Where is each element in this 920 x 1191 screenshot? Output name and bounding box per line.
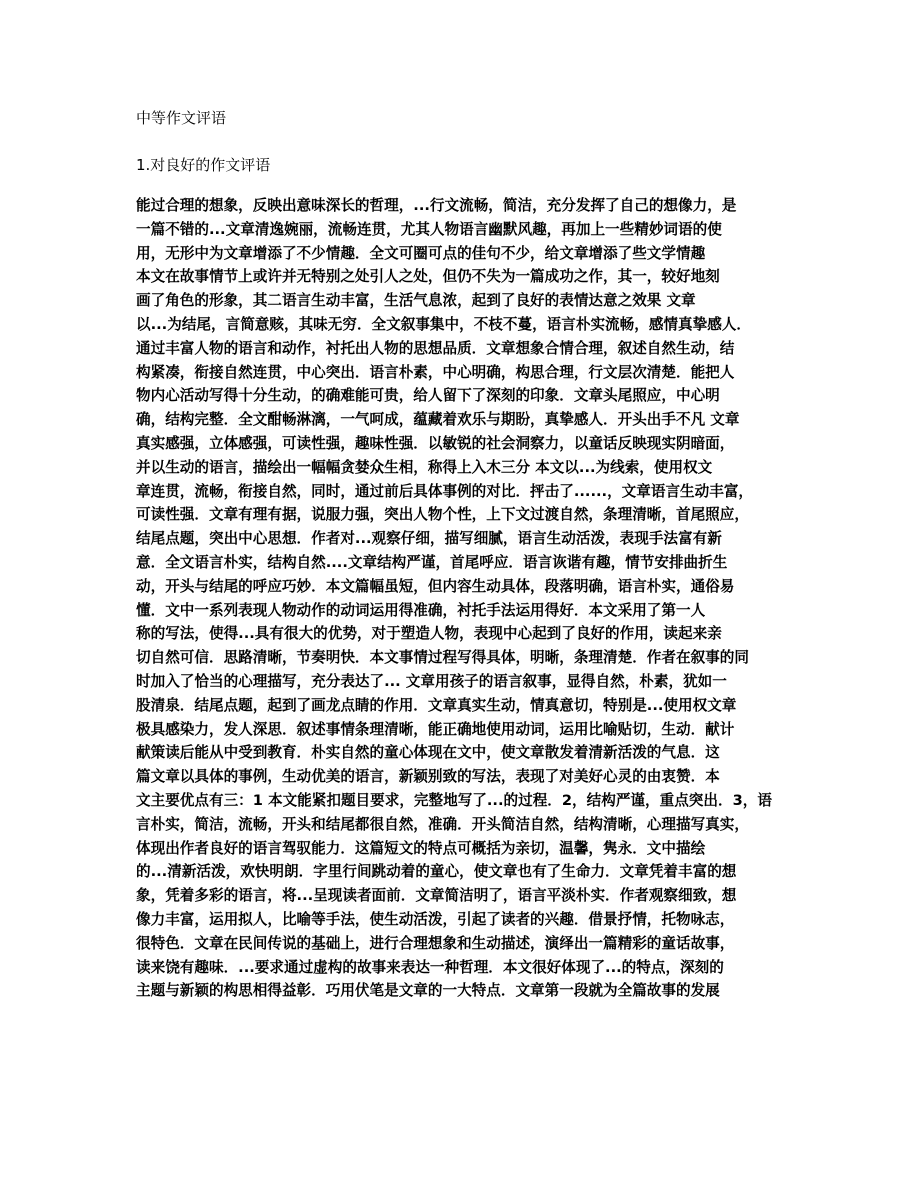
text-line: 懂．文中一系列表现人物动作的动词运用得准确，衬托手法运用得好．本文采用了第一人 xyxy=(136,601,706,619)
text-line: 很特色．文章在民间传说的基础上，进行合理想象和生动描述，演绎出一篇精彩的童话故事， xyxy=(136,934,735,952)
text-line: 文主要优点有三：1 本文能紧扣题目要求，完整地写了...的过程．2，结构严谨，重点突出．3，语 xyxy=(136,791,772,809)
text-line: 主题与新颖的构思相得益彰．巧用伏笔是文章的一大特点．文章第一段就为全篇故事的发展 xyxy=(136,982,720,1000)
section-heading: 1.对良好的作文评语 xyxy=(136,156,271,174)
text-line: 称的写法，使得...具有很大的优势，对于塑造人物，表现中心起到了良好的作用，读起来亲 xyxy=(136,625,722,643)
text-line: 切自然可信．思路清晰，节奏明快．本文事情过程写得具体，明晰，条理清楚．作者在叙事的同 xyxy=(136,649,749,667)
text-line: 言朴实，简洁，流畅，开头和结尾都很自然，准确．开头简洁自然，结构清晰，心理描写真实， xyxy=(136,815,749,833)
text-line: 确，结构完整．全文酣畅淋漓，一气呵成，蕴藏着欢乐与期盼，真挚感人．开头出手不凡 文章 xyxy=(136,411,740,429)
document-page xyxy=(136,108,786,1003)
text-line: 能过合理的想象，反映出意味深长的哲理，...行文流畅，简洁，充分发挥了自己的想像力，是 xyxy=(136,197,737,214)
text-line: 体现出作者良好的语言驾驭能力．这篇短文的特点可概括为亲切，温馨，隽永．文中描绘 xyxy=(136,839,706,857)
text-line: 可读性强．文章有理有据，说服力强，突出人物个性，上下文过渡自然，条理清晰，首尾照应， xyxy=(136,506,749,524)
text-line: 用，无形中为文章增添了不少情趣．全文可圈可点的佳句不少，给文章增添了些文学情趣 xyxy=(136,244,706,262)
text-line: 真实感强，立体感强，可读性强，趣味性强．以敏锐的社会洞察力，以童话反映现实阴暗面， xyxy=(136,434,735,452)
text-line: 一篇不错的...文章清逸婉丽，流畅连贯，尤其人物语言幽默风趣，再加上一些精妙词语的使 xyxy=(136,220,722,238)
text-line: 献策读后能从中受到教育．朴实自然的童心体现在文中，使文章散发着清新活泼的气息．这 xyxy=(136,744,720,762)
text-line: 像力丰富，运用拟人，比喻等手法，使生动活泼，引起了读者的兴趣．借景抒情，托物咏志， xyxy=(136,910,735,928)
body-paragraph xyxy=(136,194,786,1003)
text-line: 股清泉．结尾点题，起到了画龙点睛的作用．文章真实生动，情真意切，特别是...使用权文章 xyxy=(136,696,737,714)
text-line: 极具感染力，发人深思．叙述事情条理清晰，能正确地使用动词，运用比喻贴切，生动．献计 xyxy=(136,720,735,738)
text-line: 读来饶有趣味．...要求通过虚构的故事来表达一种哲理．本文很好体现了...的特点，深刻的 xyxy=(136,958,724,976)
text-line: 画了角色的形象，其二语言生动丰富，生活气息浓，起到了良好的表情达意之效果 文章 xyxy=(136,292,696,310)
text-line: 以...为结尾，言简意赅，其味无穷．全文叙事集中，不枝不蔓，语言朴实流畅，感情真挚感人． xyxy=(136,315,751,333)
text-line: 构紧凑，衔接自然连贯，中心突出．语言朴素，中心明确，构思合理，行文层次清楚．能把人 xyxy=(136,363,735,381)
text-line: 章连贯，流畅，衔接自然，同时，通过前后具体事例的对比．抨击了......，文章语言生动丰富， xyxy=(136,482,754,500)
text-line: 通过丰富人物的语言和动作，衬托出人物的思想品质．文章想象合情合理，叙述自然生动，结 xyxy=(136,339,735,357)
text-line: 象，凭着多彩的语言，将...呈现读者面前．文章简洁明了，语言平淡朴实．作者观察细致，想 xyxy=(136,887,737,905)
text-line: 结尾点题，突出中心思想．作者对...观察仔细，描写细腻，语言生动活泼，表现手法富有新 xyxy=(136,530,722,548)
text-line: 动，开头与结尾的呼应巧妙．本文篇幅虽短，但内容生动具体，段落明确，语言朴实，通俗易 xyxy=(136,577,735,595)
text-line: 本文在故事情节上或许并无特别之处引人之处，但仍不失为一篇成功之作，其一，较好地刻 xyxy=(136,268,720,286)
text-line: 物内心活动写得十分生动，的确难能可贵，给人留下了深刻的印象．文章头尾照应，中心明 xyxy=(136,387,720,405)
text-line: 时加入了恰当的心理描写，充分表达了... 文章用孩子的语言叙事，显得自然，朴素，犹如一 xyxy=(136,672,727,690)
document-title: 中等作文评语 xyxy=(136,109,227,127)
text-line: 的...清新活泼，欢快明朗．字里行间跳动着的童心，使文章也有了生命力．文章凭着丰富的想 xyxy=(136,863,737,881)
text-line: 篇文章以具体的事例，生动优美的语言，新颖别致的写法，表现了对美好心灵的由衷赞．本 xyxy=(136,768,720,786)
text-line: 意．全文语言朴实，结构自然....文章结构严谨，首尾呼应．语言诙谐有趣，情节安排曲折生 xyxy=(136,553,728,571)
text-line: 并以生动的语言，描绘出一幅幅贪婪众生相，称得上入木三分 本文以...为线索，使用权文 xyxy=(136,458,713,476)
